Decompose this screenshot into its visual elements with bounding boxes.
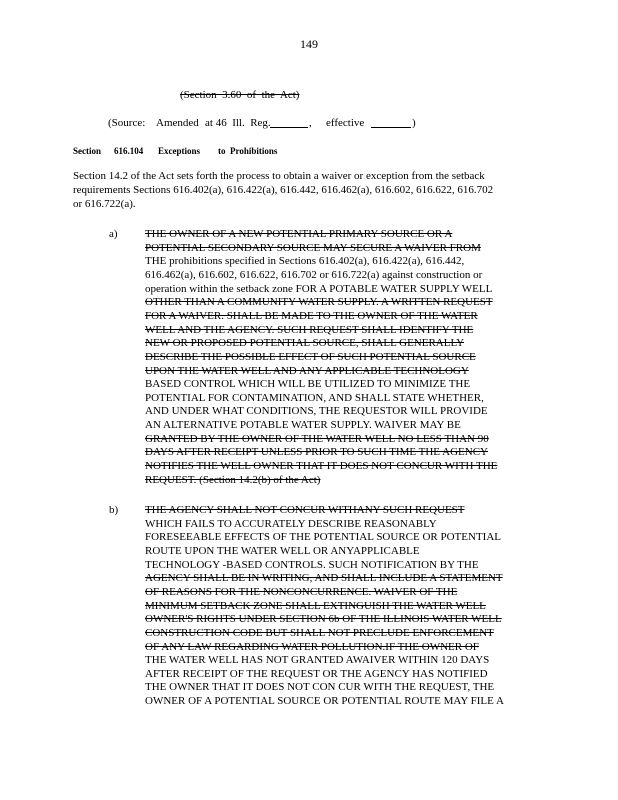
struck-text-line: THE AGENCY SHALL NOT CONCUR WITHANY SUCH REQUEST [145, 504, 465, 516]
struck-text-line: CONSTRUCTION CODE BUT SHALL NOT PRECLUDE ENFORCEMENT [145, 626, 494, 639]
struck-text-line: WELL AND THE AGENCY. SUCH REQUEST SHALL IDENTIFY THE [145, 323, 474, 336]
struck-text-line: OTHER THAN A COMMUNITY WATER SUPPLY. A WRITTEN REQUEST [145, 296, 493, 309]
text-line: OWNER OF A POTENTIAL SOURCE OR POTENTIAL ROUTE MAY FILE A [145, 695, 504, 708]
page-number: 149 [300, 37, 318, 51]
source-register: at 46 Ill. Reg. [205, 117, 271, 129]
struck-text-line: MINIMUM SETBACK ZONE SHALL EXTINGUISH THE WATER WELL [145, 599, 486, 612]
struck-text-line: OF ANY LAW REGARDING WATER POLLUTION.IF THE OWNER OF [145, 640, 479, 653]
struck-text-line: FOR A WAIVER. SHALL BE MADE TO THE OWNER OF THE WATER [145, 309, 478, 322]
struck-act-citation: (Section 3.60 of the Act) [180, 89, 300, 101]
text-line: WHICH FAILS TO ACCURATELY DESCRIBE REASONABLY [145, 517, 437, 530]
struck-text-line: OWNER'S RIGHTS UNDER SECTION 6b OF THE ILLINOIS WATER WELL [145, 613, 502, 626]
struck-text-line: DESCRIBE THE POSSIBLE EFFECT OF SUCH POTENTIAL SOURCE [145, 350, 476, 363]
section-title-part-1: Exceptions [158, 146, 201, 156]
source-comma: , [309, 117, 312, 129]
register-blank [270, 117, 308, 128]
effective-blank [371, 117, 411, 128]
text-line: FORESEEABLE EFFECTS OF THE POTENTIAL SOURCE OR POTENTIAL [145, 531, 501, 544]
source-close: ) [412, 117, 416, 129]
intro-line: requirements Sections 616.402(a), 616.422(a), 616.442, 616.462(a), 616.602, 616.622, 616.702 [73, 184, 494, 196]
text-line: AN ALTERNATIVE POTABLE WATER SUPPLY. WAIVER MAY BE [145, 419, 461, 432]
text-line: operation within the setback zone FOR A POTABLE WATER SUPPLY WELL [145, 282, 493, 295]
subsection-a-label: a) [109, 228, 118, 240]
section-title-part-2: to Prohibitions [218, 146, 278, 156]
text-line: POTENTIAL FOR CONTAMINATION, AND SHALL STATE WHETHER, [145, 391, 484, 404]
text-line: ROUTE UPON THE WATER WELL OR ANYAPPLICABLE [145, 544, 420, 557]
text-line: TECHNOLOGY -BASED CONTROLS. SUCH NOTIFICATION BY THE [145, 558, 479, 571]
text-line: 616.462(a), 616.602, 616.622, 616.702 or 616.722(a) against construction or [145, 268, 483, 281]
text-line: THE prohibitions specified in Sections 616.402(a), 616.422(a), 616.442, [145, 255, 465, 268]
section-word: Section [73, 146, 101, 156]
intro-line: or 616.722(a). [73, 198, 136, 210]
text-line: AND UNDER WHAT CONDITIONS, THE REQUESTOR WILL PROVIDE [145, 405, 488, 418]
struck-text-line: NEW OR PROPOSED POTENTIAL SOURCE, SHALL GENERALLY [145, 337, 465, 350]
struck-text-line: NOTIFIES THE WELL OWNER THAT IT DOES NOT CONCUR WITH THE [145, 460, 498, 473]
struck-text-line: OF REASONS FOR THE NONCONCURRENCE. WAIVER OF THE [145, 585, 458, 598]
text-line: THE OWNER THAT IT DOES NOT CON CUR WITH THE REQUEST, THE [145, 681, 495, 694]
text-line: THE WATER WELL HAS NOT GRANTED AWAIVER WITHIN 120 DAYS [145, 654, 490, 667]
struck-text-line: DAYS AFTER RECEIPT UNLESS PRIOR TO SUCH TIME THE AGENCY [145, 446, 488, 459]
struck-text-line: POTENTIAL SECONDARY SOURCE MAY SECURE A WAIVER FROM [145, 241, 481, 254]
text-line: BASED CONTROL WHICH WILL BE UTILIZED TO MINIMIZE THE [145, 378, 471, 391]
subsection-b-label: b) [109, 504, 119, 516]
struck-text-line: THE OWNER OF A NEW POTENTIAL PRIMARY SOURCE OR A [145, 228, 453, 240]
struck-text-line: GRANTED BY THE OWNER OF THE WATER WELL NO LESS THAN 90 [145, 432, 489, 445]
struck-text-line: REQUEST. (Section 14.2(b) of the Act) [145, 473, 321, 486]
struck-text-line: UPON THE WATER WELL AND ANY APPLICABLE TECHNOLOGY [145, 364, 469, 377]
source-prefix: (Source: [108, 117, 146, 129]
struck-text-line: AGENCY SHALL BE IN WRITING, AND SHALL INCLUDE A STATEMENT [145, 572, 503, 585]
source-amended: Amended [156, 117, 199, 129]
intro-line: Section 14.2 of the Act sets forth the process to obtain a waiver or exception from the setback [73, 170, 485, 182]
text-line: AFTER RECEIPT OF THE REQUEST OR THE AGENCY HAS NOTIFIED [145, 667, 488, 680]
source-effective: effective [326, 117, 365, 129]
section-number: 616.104 [114, 146, 144, 156]
